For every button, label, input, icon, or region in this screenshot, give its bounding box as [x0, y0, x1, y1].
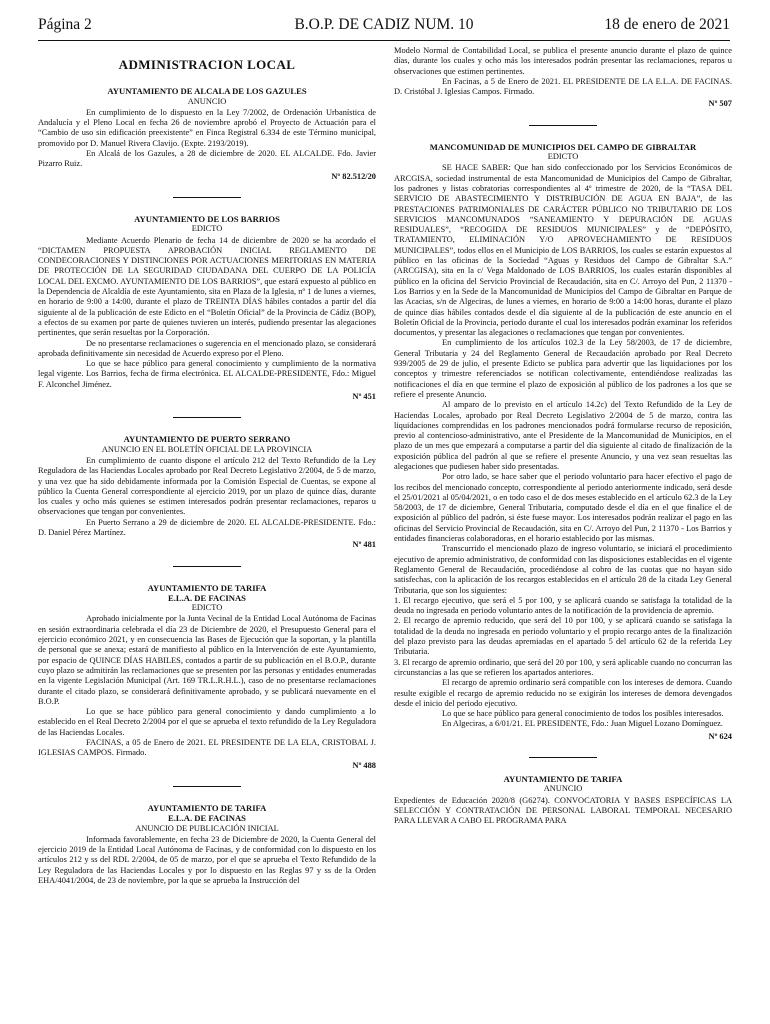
notice-paragraph: Expedientes de Educación 2020/8 (G6274). CONVOCATORIA Y BASES ESPECÍFICAS LA SELECCIÓN Y CONTRATACIÓN DE PERSONAL LABORAL TEMPORAL NECESARIO PARA LLEVAR A CABO EL PROGRAMA PARA: [394, 795, 732, 826]
notice-subtitle: EDICTO: [547, 152, 579, 162]
notice-subtitle: ANUNCIO: [187, 96, 227, 106]
separator-rule: [529, 757, 597, 758]
notice-title: AYUNTAMIENTO DE PUERTO SERRANO: [123, 434, 291, 445]
notice-signature: En Alcalá de los Gazules, a 28 de diciembre de 2020. EL ALCALDE. Fdo. Javier Pizarro Ruiz.: [38, 149, 376, 169]
notice-signature: En Algeciras, a 6/01/21. EL PRESIDENTE, Fdo.: Juan Miguel Lozano Domínguez.: [442, 719, 723, 729]
notice-paragraph: Mediante Acuerdo Plenario de fecha 14 de diciembre de 2020 se ha acordado el “DICTAMEN PROPUESTA APROBACIÓN INICIAL REGLAMENTO DE CONDECORACIONES Y DISTINCIONES POR ACTUACIONES MERITORIAS EN MATERIA DE PROTECCIÓN DE LA SEGURIDAD CIUDADANA DEL CUERPO DE LA POLICÍA LOCAL DEL EXCMO. AYUNTAMIENTO DE LOS BARRIOS”, que estará expuesto al público en la Dependencia de Alcaldía de este Ayuntamiento, sita en Plaza de la Iglesia, nº 1 de lunes a viernes, en horario de 9:00 a 14:00, durante el plazo de TREINTA DÍAS hábiles contados a partir del día siguiente al de la publicación de este Edicto en el “Boletín Oficial” de la Provincia de Cádiz (BOP), a efectos de su examen por parte de quienes tuvieren un interés, pudiendo presentar las alegaciones pertinentes, que serán resueltas por la Corporación.: [38, 235, 376, 338]
separator-rule: [173, 197, 241, 198]
notice-signature: Lo que se hace público para general conocimiento y cumplimiento de la normativa legal vigente. Los Barrios, fecha de firma electrónica. EL ALCALDE-PRESIDENTE, Fdo.: Miguel F. Alconchel Jiménez.: [38, 359, 376, 389]
separator-rule: [173, 786, 241, 787]
left-column: [38, 46, 376, 1024]
notice-title-2: E.L.A. DE FACINAS: [168, 592, 246, 603]
right-column: [394, 46, 732, 1024]
page-header: [38, 10, 730, 41]
notice-paragraph: Informada favorablemente, en fecha 23 de Diciembre de 2020, la Cuenta General del ejercicio 2019 de la Entidad Local Autónoma de Facinas, y de conformidad con lo dispuesto en los artículos 212 y ss del RDL 2/2004, de 05 de marzo, por el que se aprueba el Texto Refundido de la Ley Reguladora de las Haciendas Locales y por lo dispuesto en las Reglas 97 y ss de la Orden EHA/4041/2004, de 23 de noviembre, por la que se aprueba la Instrucción del: [38, 834, 376, 885]
notice-number: Nº 624: [708, 731, 732, 741]
notice-title-2: E.L.A. DE FACINAS: [168, 813, 246, 824]
list-item: 2. El recargo de apremio reducido, que será del 10 por 100, y se aplicará cuando se satisfaga la totalidad de la deuda no ingresada en periodo voluntario y el propio recargo antes de la finalización del plazo previsto para las deudas apremiadas en el apartado 5 del artículo 62 de la referida Ley Tributaria.: [394, 616, 732, 657]
bulletin-title: B.O.P. DE CADIZ NUM. 10: [294, 16, 474, 33]
notice-subtitle: ANUNCIO DE PUBLICACIÓN INICIAL: [135, 823, 279, 833]
notice-paragraph: Lo que se hace público para general conocimiento y dando cumplimiento a lo establecido en el Real Decreto 2/2004 por el que se aprueba el texto refundido de la Ley Reguladora de las Haciendas Locales.: [38, 707, 376, 737]
separator-rule: [529, 125, 597, 126]
separator-rule: [173, 417, 241, 418]
notice-number: Nº 451: [352, 392, 376, 402]
notice-number: Nº 82.512/20: [331, 171, 376, 181]
notice-los-barrios: [38, 214, 376, 402]
notice-paragraph: En cumplimiento de lo dispuesto en la Ley 7/2002, de Ordenación Urbanística de Andalucía y el Pleno Local en fecha 26 de noviembre aprobó el Proyecto de Actuación para el “Cambio de uso sin edificación preexistente” en Finca Registral 6.334 de este Término municipal, promovido por D. Manuel Rivera Clavijo. (Expte. 2193/2019).: [38, 107, 376, 148]
list-item: 3. El recargo de apremio ordinario, que será del 20 por 100, y será aplicable cuando no concurran las circunstancias a las que se refieren los apartados anteriores.: [394, 657, 732, 677]
section-title: ADMINISTRACION LOCAL: [118, 57, 296, 72]
notice-tarifa-facinas-edicto: [38, 583, 376, 771]
notice-signature: En Facinas, a 5 de Enero de 2021. EL PRESIDENTE DE LA E.L.A. DE FACINAS. D. Cristóbal J. Iglesias Campos. Firmado.: [394, 76, 732, 97]
notice-signature: FACINAS, a 05 de Enero de 2021. EL PRESIDENTE DE LA ELA, CRISTOBAL J. IGLESIAS CAMPOS. Firmado.: [38, 738, 376, 758]
notice-paragraph: Transcurrido el mencionado plazo de ingreso voluntario, se iniciará el procedimiento ejecutivo de apremio administrativo, de conformidad con las disposiciones establecidas en el vigente Reglamento General de Recaudación, procediéndose al cobro de las cuotas que no hayan sido satisfechas, con la aplicación de los recargos establecidos en el artículo 28 de la citada Ley General Tributaria, que son los siguientes:: [394, 544, 732, 595]
notice-subtitle: ANUNCIO: [543, 784, 583, 794]
notice-paragraph: De no presentarse reclamaciones o sugerencia en el mencionado plazo, se considerará aprobada definitivamente sin necesidad de Acuerdo expreso por el Pleno.: [38, 338, 376, 358]
notice-number: Nº 481: [352, 540, 376, 550]
notice-subtitle: ANUNCIO EN EL BOLETÍN OFICIAL DE LA PROVINCIA: [101, 444, 313, 454]
notice-paragraph: En cumplimiento de cuanto dispone el artículo 212 del Texto Refundido de la Ley Reguladora de las Haciendas Locales aprobado por Real Decreto Legislativo 2/2004, de 5 de marzo, y una vez que ha sido debidamente informada por la Comisión Especial de Cuentas, se expone al público la Cuenta General correspondiente al ejercicio 2019, por un plazo de quince días, durante los cuales y ocho más quienes se estimen interesados podrán presentar reclamaciones, reparos u observaciones que tengan por convenientes.: [38, 455, 376, 517]
notice-paragraph: Al amparo de lo previsto en el artículo 14.2c) del Texto Refundido de la Ley de Haciendas Locales, aprobado por Real Decreto Legislativo 2/2004 de 5 de marzo, contra las liquidaciones comprendidas en los padrones mencionados podrá formularse recurso de reposición, previo al contencioso-administrativo, ante el Presidente de la Mancomunidad de Municipios, en el plazo de un mes que empezará a computarse a partir del día siguiente al citado de finalización de la exposición pública del padrón al que se refiere el presente Anuncio, y una vez sean resueltas las alegaciones que pudiesen haber sido presentadas.: [394, 400, 732, 471]
notice-title: MANCOMUNIDAD DE MUNICIPIOS DEL CAMPO DE GIBRALTAR: [429, 141, 697, 152]
notice-title: AYUNTAMIENTO DE TARIFA: [503, 774, 623, 784]
notice-puerto-serrano: [38, 434, 376, 550]
notice-paragraph: Modelo Normal de Contabilidad Local, se publica el presente anuncio durante el plazo de quince días, durante los cuales y ocho más los interesados podrán presentar las reclamaciones, reparos u observaciones que estimen pertinentes.: [394, 46, 732, 76]
notice-paragraph: En cumplimiento de los artículos 102.3 de la Ley 58/2003, de 17 de diciembre, General Tributaria y 24 del Reglamento General de Recaudación aprobado por Real Decreto 939/2005 de 29 de julio, el presente Edicto se publica para advertir que las liquidaciones por los conceptos y trimestre referenciados se notifican colectivamente, entendiéndose realizadas las notificaciones el día en que termine el plazo de exposición al público de los padrones a los que se refiere el presente Anuncio.: [394, 338, 732, 399]
notice-title: AYUNTAMIENTO DE ALCALA DE LOS GAZULES: [107, 86, 307, 97]
notice-number: Nº 507: [708, 99, 732, 109]
notice-subtitle: EDICTO: [191, 603, 223, 613]
notice-signature: En Puerto Serrano a 29 de diciembre de 2020. EL ALCALDE-PRESIDENTE. Fdo.: D. Daniel Pérez Martínez.: [38, 517, 376, 537]
notice-tarifa-anuncio: [394, 774, 732, 826]
notice-paragraph: Aprobado inicialmente por la Junta Vecinal de la Entidad Local Autónoma de Facinas en sesión extraordinaria celebrada el día 23 de Diciembre de 2020, el Presupuesto General para el ejercicio económico 2021, y en consecuencia las Bases de Ejecución que la soportan, y la plantilla de personal que se anexa; estará de manifiesto al público en la Intervención de este Ayuntamiento, por espacio de QUINCE DÍAS HABILES, contados a partir de su publicación en el B.O.P., durante cuyo plazo se admitirán las reclamaciones que se presenten por las personas y entidades enumeradas en la vigente Legislación Municipal (Art. 169 TR.L.R.H.L.), caso de no presentarse reclamaciones durante el citado plazo, se considerará definitivamente aprobado, y se publicará nuevamente en el B.O.P.: [38, 614, 376, 706]
notice-mancomunidad: [394, 142, 732, 742]
notice-paragraph: SE HACE SABER: Que han sido confeccionado por los Servicios Económicos de ARCGISA, sociedad instrumental de esta Mancomunidad de Municipios del Campo de Gibraltar, los padrones y listas cobratorias correspondientes al 4º trimestre de 2020, de la “TASA DEL SERVICIO DE ABASTECIMIENTO Y DISTRIBUCIÓN DE AGUA EN BAJA”, de las PRESTACIONES PATRIMONIALES DE CARÁCTER PÚBLICO NO TRIBUTARIO DE LOS SERVICIOS MANCOMUNADOS “SANEAMIENTO Y DEPURACIÓN DE AGUAS RESIDUALES”, “RECOGIDA DE RESIDUOS MUNICIPALES” y de “DEPÓSITO, TRATAMIENTO, ELIMINACIÓN Y/O APROVECHAMIENTO DE RESIDUOS MUNICIPALES”, todos ellos en el Municipio de LOS BARRIOS, los cuales se estarán expuestos al público en las oficinas de la Sociedad “Aguas y Residuos del Campo de Gibraltar S.A.” (ARCGISA), sita en la c/ Vega Maldonado de LOS BARRIOS, los cuales estarán disponibles al público en la oficina del Servicio Provincial de Recaudación, sita en C/. Arroyo del Pun, 2 11370 - Los Barrios y en la Sede de la Mancomunidad de Municipios del Campo de Gibraltar en Parque de las Acacias, s/n de Algeciras, de lunes a viernes, en horario de 9:00 a 14:00 horas, durante el plazo de quince días hábiles contados desde el día siguiente al de la publicación de este anuncio en el Boletín Oficial de la Provincia, periodo durante el cual los interesados podrán examinar los referidos documentos, y presentar las alegaciones o reclamaciones que tengan por convenientes.: [394, 163, 732, 338]
separator-rule: [173, 566, 241, 567]
page-number: Página 2: [38, 16, 92, 33]
notice-title: AYUNTAMIENTO DE LOS BARRIOS: [134, 213, 280, 224]
notice-number: Nº 488: [352, 760, 376, 770]
bulletin-date: 18 de enero de 2021: [604, 16, 730, 33]
list-item: 1. El recargo ejecutivo, que será el 5 por 100, y se aplicará cuando se satisfaga la totalidad de la deuda no ingresada en periodo voluntario antes de la notificación de la providencia de apremio.: [394, 595, 732, 616]
notice-alcala: [38, 86, 376, 182]
notice-subtitle: EDICTO: [191, 224, 223, 234]
notice-title: AYUNTAMIENTO DE TARIFA: [147, 582, 267, 593]
notice-title: AYUNTAMIENTO DE TARIFA: [147, 802, 267, 813]
notice-paragraph: El recargo de apremio ordinario será compatible con los intereses de demora. Cuando resulte exigible el recargo de apremio reducido no se exigirán los intereses de demora devengados desde el inicio del periodo ejecutivo.: [394, 678, 732, 708]
notice-paragraph: Lo que se hace público para general conocimiento de todos los posibles interesados.: [442, 709, 724, 719]
notice-paragraph: Por otro lado, se hace saber que el periodo voluntario para hacer efectivo el pago de los recibos del mencionado concepto, correspondiente al periodo anteriormente indicado, será desde el 25/01/2021 al 05/04/2021, o en todo caso el de dos meses establecido en el artículo 62.3 de la Ley 58/2003, de 17 de diciembre, General Tributaria, computado desde el día en el que finalice el de exposición al público del padrón, si éste fuese mayor. Los interesados podrán realizar el pago en las oficinas del Servicio Provincial de Recaudación, sita en C/. Arroyo del Pun, 2 11370 - Los Barrios y entidades financieras colaboradoras, en el horario establecido por las mismas.: [394, 472, 732, 544]
notice-continuation: [394, 46, 732, 110]
notice-tarifa-facinas-anuncio: [38, 803, 376, 886]
